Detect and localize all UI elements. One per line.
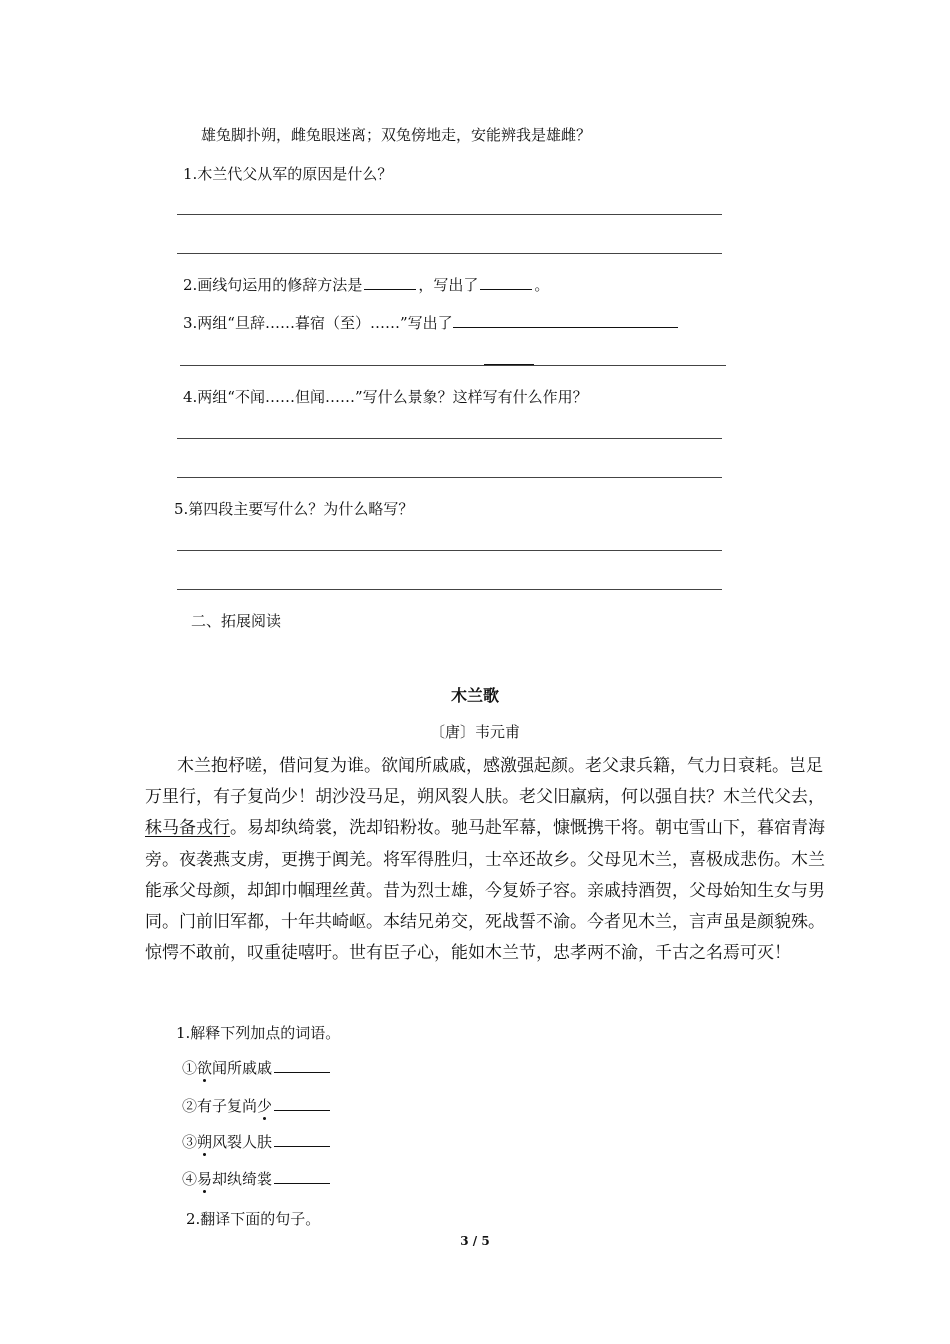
underlined-phrase: 秣马备戎行 [145, 818, 230, 839]
answer-blank[interactable] [274, 1132, 330, 1147]
article-title: 木兰歌 [450, 686, 499, 705]
question-3-prefix: 3.两组“旦辞……暮宿（至）……”写出了 [183, 314, 453, 332]
item-number: ③ [182, 1133, 198, 1151]
item-text: 却纨绮裳 [212, 1170, 273, 1188]
answer-blank[interactable] [364, 275, 416, 290]
answer-blank[interactable] [274, 1169, 330, 1184]
exercise-item [182, 1131, 332, 1152]
article-line [145, 813, 825, 844]
answer-line[interactable] [177, 589, 722, 590]
answer-line[interactable] [177, 214, 722, 215]
dotted-char: 欲 [197, 1059, 213, 1077]
item-text: 闻所戚戚 [212, 1059, 273, 1077]
answer-line[interactable] [177, 438, 722, 439]
article-line: 木兰抱杼嗟，借问复为谁。欲闻所戚戚，感激强起颜。老父隶兵籍，气力日衰耗。岂足 [177, 756, 823, 776]
question-4: 4.两组“不闻……但闻……”写什么景象？这样写有什么作用？ [183, 388, 588, 406]
page-number: 3 / 5 [460, 1234, 490, 1248]
article-line: 同。门前旧军都，十年共崎岖。本结兄弟交，死战誓不渝。今者见木兰，言声虽是颜貌殊。 [145, 912, 825, 933]
article-line-rest: 。易却纨绮裳，洗却铅粉妆。驰马赴军幕，慷慨携干将。朝屯雪山下，暮宿青海 [230, 818, 825, 839]
answer-blank[interactable] [453, 313, 678, 328]
exercise-1-title: 1.解释下列加点的词语。 [176, 1024, 341, 1042]
answer-line[interactable] [177, 477, 722, 478]
article-line: 能承父母颜，却卸巾帼理丝黄。昔为烈士雄，今复娇子容。亲戚持酒贺，父母始知生女与男 [145, 880, 825, 901]
answer-blank[interactable] [480, 275, 532, 290]
article-line: 旁。夜袭燕支虏，更携于阗羌。将军得胜归，士卒还故乡。父母见木兰，喜极成悲伤。木兰 [145, 849, 825, 870]
question-5: 5.第四段主要写什么？为什么略写？ [174, 500, 414, 518]
question-2 [183, 274, 549, 295]
article-line: 惊愕不敢前，叹重徒嘻吁。世有臣子心，能如木兰节，忠孝两不渝，千古之名焉可灭！ [145, 943, 791, 964]
article-author: 〔唐〕韦元甫 [429, 723, 520, 741]
answer-line[interactable] [180, 365, 726, 366]
dotted-char: 少 [257, 1097, 273, 1115]
article-body [145, 751, 825, 969]
short-underline [484, 364, 534, 365]
exercise-item [182, 1095, 332, 1116]
question-1: 1.木兰代父从军的原因是什么？ [183, 165, 393, 183]
question-3 [183, 312, 678, 333]
question-2-suffix: 。 [534, 276, 550, 294]
dotted-char: 易 [197, 1170, 213, 1188]
exercise-item [182, 1057, 332, 1078]
article-line: 万里行，有子复尚少！胡沙没马足，朔风裂人肤。老父旧羸病，何以强自扶？木兰代父去， [145, 787, 825, 808]
item-number: ② [182, 1097, 198, 1115]
poem-tail: 雄兔脚扑朔，雌兔眼迷离；双兔傍地走，安能辨我是雄雌？ [201, 126, 592, 144]
question-2-prefix: 2.画线句运用的修辞方法是 [183, 276, 363, 294]
exercise-2-title: 2.翻译下面的句子。 [186, 1210, 321, 1228]
item-text: 风裂人肤 [212, 1133, 273, 1151]
answer-blank[interactable] [274, 1096, 330, 1111]
exercise-item [182, 1168, 332, 1189]
answer-line[interactable] [177, 550, 722, 551]
item-number: ① [182, 1059, 198, 1077]
question-2-middle: ，写出了 [418, 276, 479, 294]
answer-blank[interactable] [274, 1058, 330, 1073]
section-heading: 二、拓展阅读 [191, 612, 282, 630]
answer-line[interactable] [177, 253, 722, 254]
dotted-char: 朔 [197, 1133, 213, 1151]
item-number: ④ [182, 1170, 198, 1188]
item-text: 有子复尚 [197, 1097, 258, 1115]
